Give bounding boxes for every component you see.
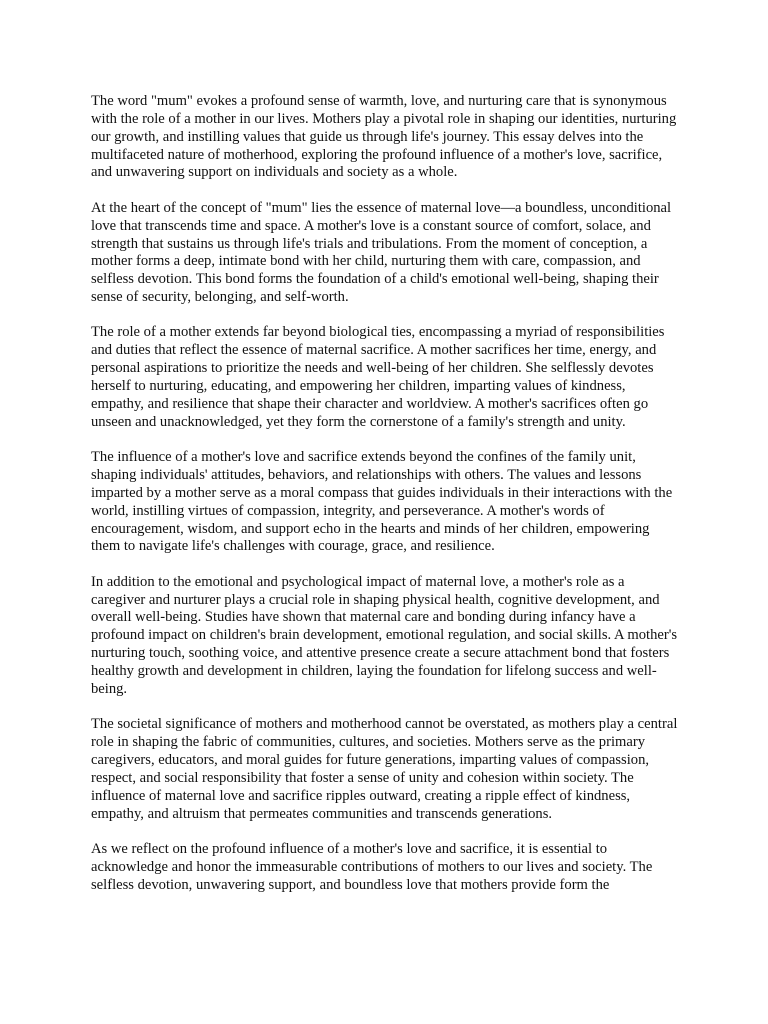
paragraph-3: The role of a mother extends far beyond biological ties, encompassing a myriad of responsibilities and duties that reflect the essence of maternal sacrifice. A mother sacrifices her time, energy, and personal aspirations to prioritize the needs and well-being of her children. She selflessly devotes herself to nurturing, educating, and empowering her children, imparting values of kindness, empathy, and resilience that shape their character and worldview. A mother's sacrifices often go unseen and unacknowledged, yet they form the cornerstone of a family's strength and unity. <box>91 324 665 430</box>
paragraph-6: The societal significance of mothers and motherhood cannot be overstated, as mothers play a central role in shaping the fabric of communities, cultures, and societies. Mothers serve as the primary caregivers, educators, and moral guides for future generations, imparting values of compassion, respect, and social responsibility that foster a sense of unity and cohesion within society. The influence of maternal love and sacrifice ripples outward, creating a ripple effect of kindness, empathy, and altruism that permeates communities and transcends generations. <box>91 716 678 822</box>
paragraph-5: In addition to the emotional and psychological impact of maternal love, a mother's role as a caregiver and nurturer plays a crucial role in shaping physical health, cognitive development, and overall well-being. Studies have shown that maternal care and bonding during infancy have a profound impact on children's brain development, emotional regulation, and social skills. A mother's nurturing touch, soothing voice, and attentive presence create a secure attachment bond that fosters healthy growth and development in children, laying the foundation for lifelong success and well-being. <box>91 573 678 697</box>
paragraph-7: As we reflect on the profound influence of a mother's love and sacrifice, it is essential to acknowledge and honor the immeasurable contributions of mothers to our lives and society. The selfless devotion, unwavering support, and boundless love that mothers provide form the <box>91 840 653 893</box>
paragraph-4: The influence of a mother's love and sacrifice extends beyond the confines of the family unit, shaping individuals' attitudes, behaviors, and relationships with others. The values and lessons imparted by a mother serve as a moral compass that guides individuals in their interactions with the world, instilling virtues of compassion, integrity, and perseverance. A mother's words of encouragement, wisdom, and support echo in the hearts and minds of her children, empowering them to navigate life's challenges with courage, grace, and resilience. <box>91 449 673 555</box>
paragraph-1: The word "mum" evokes a profound sense of warmth, love, and nurturing care that is synonymous with the role of a mother in our lives. Mothers play a pivotal role in shaping our identities, nurturing our growth, and instilling values that guide us through life's journey. This essay delves into the multifaceted nature of motherhood, exploring the profound influence of a mother's love, sacrifice, and unwavering support on individuals and society as a whole. <box>91 93 677 181</box>
paragraph-2: At the heart of the concept of "mum" lies the essence of maternal love—a boundless, unconditional love that transcends time and space. A mother's love is a constant source of comfort, solace, and strength that sustains us through life's trials and tribulations. From the moment of conception, a mother forms a deep, intimate bond with her child, nurturing them with care, compassion, and selfless devotion. This bond forms the foundation of a child's emotional well-being, shaping their sense of security, belonging, and self-worth. <box>91 199 672 306</box>
